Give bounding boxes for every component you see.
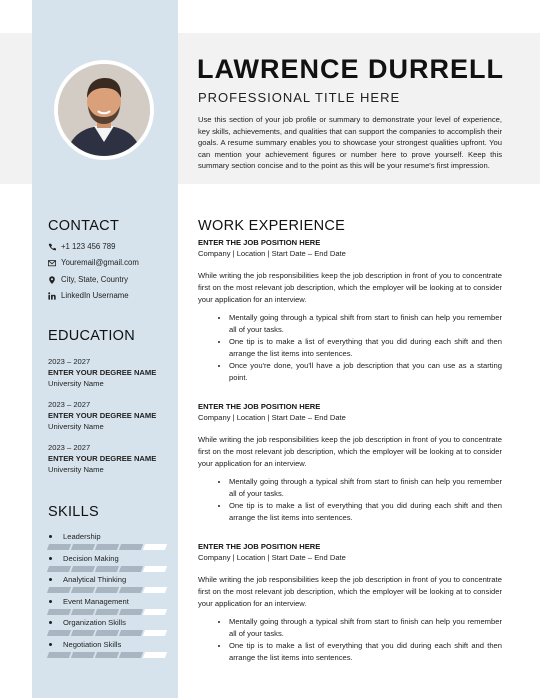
contact-location <box>48 275 128 284</box>
skill-segment-filled <box>71 587 95 593</box>
job-title: ENTER THE JOB POSITION HERE <box>198 542 321 551</box>
education-years: 2023 – 2027 <box>48 357 91 366</box>
skill-rating <box>48 609 172 615</box>
skill-item <box>48 640 172 658</box>
skill-segment-filled <box>95 630 119 636</box>
education-degree: ENTER YOUR DEGREE NAME <box>48 411 157 420</box>
skill-segment-filled <box>119 587 143 593</box>
location-text: City, State, Country <box>61 275 129 284</box>
skill-segment-filled <box>95 566 119 572</box>
job-bullet: • Once you're done, you'll have a job description that you can use as a starting point. <box>229 360 502 384</box>
skill-segment-filled <box>47 566 71 572</box>
skill-segment-empty <box>143 566 167 572</box>
skill-segment-filled <box>71 566 95 572</box>
skill-label: Analytical Thinking <box>63 575 127 584</box>
contact-heading: CONTACT <box>48 218 120 234</box>
education-degree: ENTER YOUR DEGREE NAME <box>48 368 157 377</box>
skill-segment-filled <box>47 652 71 658</box>
job-description: While writing the job responsibilities keep the job description in front of you to concentrate first on the most relevant job description, which the employer will be looking at to consider your application for an interview. <box>198 271 502 304</box>
bullet-icon <box>49 535 52 538</box>
education-entry <box>48 442 156 475</box>
skill-segment-filled <box>47 587 71 593</box>
job-meta: Company | Location | Start Date – End Date <box>198 553 346 562</box>
skill-segment-filled <box>119 566 143 572</box>
skill-segment-filled <box>47 609 71 615</box>
job-meta: Company | Location | Start Date – End Date <box>198 413 346 422</box>
job-bullet: • One tip is to make a list of everything that you did during each shift and then arrange the list items into sentences. <box>229 500 502 524</box>
work-experience-heading: WORK EXPERIENCE <box>198 218 346 234</box>
bullet-icon <box>49 643 52 646</box>
linkedin-icon <box>48 292 56 300</box>
job-meta: Company | Location | Start Date – End Date <box>198 249 346 258</box>
bullet-icon <box>49 578 52 581</box>
job-bullet: • One tip is to make a list of everything that you did during each shift and then arrange the list items into sentences. <box>229 640 502 664</box>
skill-label: Negotiation Skills <box>63 640 122 649</box>
skill-item <box>48 554 172 572</box>
education-degree: ENTER YOUR DEGREE NAME <box>48 454 157 463</box>
email-text: Youremail@gmail.com <box>61 258 139 267</box>
skill-label: Event Management <box>63 597 129 606</box>
profile-photo <box>58 64 150 156</box>
phone-text: +1 123 456 789 <box>61 242 116 251</box>
skills-heading: SKILLS <box>48 504 99 520</box>
professional-title: PROFESSIONAL TITLE HERE <box>198 90 401 105</box>
contact-phone <box>48 242 115 251</box>
phone-icon <box>48 243 56 251</box>
skill-segment-filled <box>95 652 119 658</box>
skill-segment-filled <box>119 544 143 550</box>
education-years: 2023 – 2027 <box>48 443 91 452</box>
skill-segment-filled <box>71 630 95 636</box>
skill-rating <box>48 566 172 572</box>
job-bullet: • One tip is to make a list of everything that you did during each shift and then arrange the list items into sentences. <box>229 336 502 360</box>
job-bullets <box>198 312 502 384</box>
job-title: ENTER THE JOB POSITION HERE <box>198 402 321 411</box>
education-school: University Name <box>48 379 104 388</box>
candidate-name: LAWRENCE DURRELL <box>197 54 504 84</box>
job-entry <box>198 238 502 384</box>
job-description: While writing the job responsibilities keep the job description in front of you to concentrate first on the most relevant job description, which the employer will be looking at to consider your application for an interview. <box>198 435 502 468</box>
email-icon <box>48 259 56 267</box>
skill-segment-empty <box>143 587 167 593</box>
education-heading: EDUCATION <box>48 328 136 344</box>
education-entry <box>48 356 156 389</box>
job-bullets <box>198 476 502 524</box>
skill-segment-empty <box>143 652 167 658</box>
linkedin-text: LinkedIn Username <box>61 291 129 300</box>
skill-segment-filled <box>47 630 71 636</box>
education-school: University Name <box>48 465 104 474</box>
bullet-icon <box>49 621 52 624</box>
skill-item <box>48 532 172 550</box>
skill-rating <box>48 630 172 636</box>
skill-rating <box>48 587 172 593</box>
skill-rating <box>48 544 172 550</box>
job-entry <box>198 402 502 524</box>
skill-segment-filled <box>71 609 95 615</box>
skill-segment-filled <box>119 630 143 636</box>
job-bullets <box>198 616 502 664</box>
skill-segment-filled <box>71 544 95 550</box>
education-entry <box>48 399 156 432</box>
job-title: ENTER THE JOB POSITION HERE <box>198 238 321 247</box>
skill-segment-filled <box>95 609 119 615</box>
skill-item <box>48 575 172 593</box>
job-bullet: • Mentally going through a typical shift from start to finish can help you remember all of your tasks. <box>229 616 502 640</box>
job-bullet: • Mentally going through a typical shift from start to finish can help you remember all of your tasks. <box>229 476 502 500</box>
skill-label: Organization Skills <box>63 618 126 627</box>
skill-segment-filled <box>95 587 119 593</box>
skill-item <box>48 597 172 615</box>
job-bullet: • Mentally going through a typical shift from start to finish can help you remember all of your tasks. <box>229 312 502 336</box>
skill-segment-empty <box>143 609 167 615</box>
skill-label: Decision Making <box>63 554 119 563</box>
skill-segment-filled <box>71 652 95 658</box>
location-pin-icon <box>48 276 56 284</box>
education-school: University Name <box>48 422 104 431</box>
bullet-icon <box>49 557 52 560</box>
skill-segment-empty <box>143 544 167 550</box>
contact-email <box>48 258 139 267</box>
skill-segment-filled <box>119 652 143 658</box>
skill-label: Leadership <box>63 532 101 541</box>
education-years: 2023 – 2027 <box>48 400 91 409</box>
profile-summary: Use this section of your job profile or summary to demonstrate your level of experience, key skills, achievements, and qualities that can support the companies to accomplish their goals. A resume summary enables you to showcase your strongest qualities upfront. You can mention your achievement figures or number here to prove yourself. Keep this summary section concise and to the point as this will be your resume's first impression. <box>198 115 502 171</box>
job-entry <box>198 542 502 664</box>
job-description: While writing the job responsibilities keep the job description in front of you to concentrate first on the most relevant job description, which the employer will be looking at to consider your application for an interview. <box>198 575 502 608</box>
skill-segment-filled <box>119 609 143 615</box>
skill-segment-filled <box>47 544 71 550</box>
skill-item <box>48 618 172 636</box>
skill-segment-filled <box>95 544 119 550</box>
bullet-icon <box>49 600 52 603</box>
contact-linkedin <box>48 291 129 300</box>
person-portrait-icon <box>58 64 150 156</box>
skill-rating <box>48 652 172 658</box>
skill-segment-empty <box>143 630 167 636</box>
